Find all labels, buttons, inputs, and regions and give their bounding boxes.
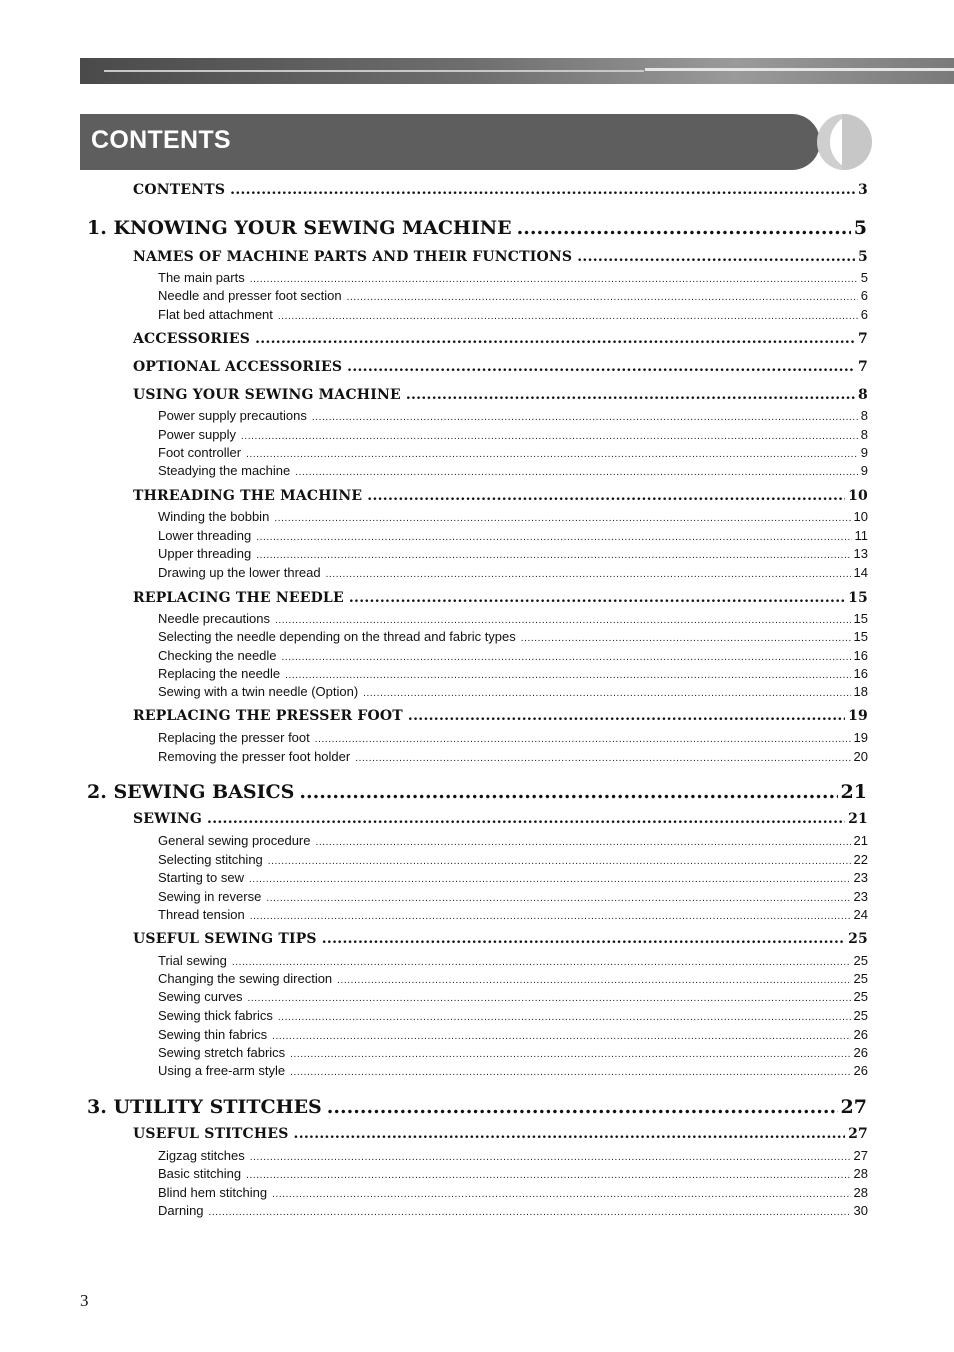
dot-leader (272, 1189, 850, 1200)
toc-entry-title: The main parts (158, 270, 245, 285)
toc-entry-title: Sewing thin fabrics (158, 1027, 268, 1042)
toc-item-entry[interactable] (158, 270, 868, 285)
toc-entry-title: Power supply (158, 427, 237, 442)
dot-leader (517, 217, 851, 239)
toc-item-entry[interactable] (158, 749, 868, 764)
toc-entry-title: Thread tension (158, 907, 245, 922)
toc-entry-page: 18 (853, 684, 868, 699)
toc-entry-page: 10 (848, 488, 868, 504)
toc-item-entry[interactable] (158, 730, 868, 745)
toc-entry-title: NAMES OF MACHINE PARTS AND THEIR FUNCTIONS (133, 249, 573, 265)
toc-entry-title: 1. KNOWING YOUR SEWING MACHINE (87, 217, 512, 239)
toc-item-entry[interactable] (158, 1148, 868, 1163)
toc-entry-title: REPLACING THE PRESSER FOOT (133, 708, 403, 724)
toc-item-entry[interactable] (158, 666, 868, 681)
toc-entry-title: 3. UTILITY STITCHES (87, 1096, 322, 1118)
toc-entry-title: USEFUL STITCHES (133, 1126, 289, 1142)
toc-item-entry[interactable] (158, 445, 868, 460)
toc-entry-title: SEWING (133, 811, 203, 827)
toc-item-entry[interactable] (158, 889, 868, 904)
toc-item-entry[interactable] (158, 989, 868, 1004)
toc-entry-page: 9 (860, 463, 868, 478)
toc-entry-page: 21 (848, 811, 868, 827)
toc-entry-page: 25 (853, 971, 868, 986)
toc-entry-page: 19 (853, 730, 868, 745)
toc-entry-title: Trial sewing (158, 953, 227, 968)
toc-entry-title: Blind hem stitching (158, 1185, 268, 1200)
toc-entry-title: Checking the needle (158, 648, 277, 663)
toc-item-entry[interactable] (158, 870, 868, 885)
toc-entry-title: Upper threading (158, 546, 252, 561)
toc-entry-page: 7 (858, 359, 868, 375)
toc-entry-title: Replacing the needle (158, 666, 281, 681)
toc-entry-title: Starting to sew (158, 870, 244, 885)
toc-item-entry[interactable] (158, 648, 868, 663)
dot-leader (290, 1067, 850, 1078)
toc-entry-title: USING YOUR SEWING MACHINE (133, 387, 401, 403)
toc-item-entry[interactable] (158, 907, 868, 922)
dot-leader (230, 182, 855, 198)
toc-item-entry[interactable] (158, 852, 868, 867)
toc-entry-page: 28 (853, 1185, 868, 1200)
toc-entry-page: 14 (853, 565, 868, 580)
toc-item-entry[interactable] (158, 1203, 868, 1218)
toc-entry-title: Sewing stretch fabrics (158, 1045, 286, 1060)
toc-entry-title: Foot controller (158, 445, 242, 460)
dot-leader (355, 753, 850, 764)
toc-entry-page: 25 (853, 1008, 868, 1023)
toc-item-entry[interactable] (158, 1166, 868, 1181)
dot-leader (256, 550, 850, 561)
toc-section-entry[interactable] (133, 488, 868, 504)
toc-entry-title: Power supply precautions (158, 408, 307, 423)
toc-entry-title: CONTENTS (133, 182, 226, 198)
toc-entry-page: 25 (853, 989, 868, 1004)
toc-item-entry[interactable] (158, 1063, 868, 1078)
toc-entry-page: 8 (860, 427, 868, 442)
dot-leader (326, 569, 851, 580)
toc-entry-page: 21 (840, 781, 867, 803)
dot-leader (255, 331, 855, 347)
toc-entry-title: Flat bed attachment (158, 307, 273, 322)
dot-leader (337, 975, 850, 986)
page-title: CONTENTS (91, 126, 231, 154)
toc-chapter-entry[interactable] (87, 1096, 867, 1118)
toc-entry-title: Needle and presser foot section (158, 288, 342, 303)
toc-entry-page: 8 (858, 387, 868, 403)
toc-item-entry[interactable] (158, 408, 868, 423)
toc-entry-title: Sewing curves (158, 989, 243, 1004)
toc-item-entry[interactable] (158, 427, 868, 442)
toc-entry-title: Sewing in reverse (158, 889, 262, 904)
toc-item-entry[interactable] (158, 1185, 868, 1200)
contents-banner (80, 114, 820, 170)
toc-entry-title: Basic stitching (158, 1166, 242, 1181)
dot-leader (275, 615, 851, 626)
toc-entry-page: 30 (853, 1203, 868, 1218)
toc-entry-page: 15 (848, 590, 868, 606)
toc-entry-page: 9 (860, 445, 868, 460)
toc-section-entry[interactable] (133, 249, 868, 265)
toc-item-entry[interactable] (158, 1008, 868, 1023)
dot-leader (256, 532, 851, 543)
dot-leader (315, 734, 851, 745)
header-decorative-bar (80, 58, 954, 84)
toc-item-entry[interactable] (158, 953, 868, 968)
toc-entry-page: 16 (853, 648, 868, 663)
toc-entry-page: 5 (858, 249, 868, 265)
dot-leader (241, 431, 858, 442)
dot-leader (521, 633, 851, 644)
toc-entry-page: 15 (853, 611, 868, 626)
toc-entry-title: Needle precautions (158, 611, 271, 626)
toc-entry-title: Selecting stitching (158, 852, 263, 867)
toc-entry-page: 10 (853, 509, 868, 524)
toc-entry-page: 6 (860, 288, 868, 303)
toc-entry-title: Sewing thick fabrics (158, 1008, 273, 1023)
toc-entry-title: Darning (158, 1203, 204, 1218)
toc-entry-title: Sewing with a twin needle (Option) (158, 684, 359, 699)
toc-entry-page: 11 (854, 528, 868, 543)
toc-item-entry[interactable] (158, 463, 868, 478)
toc-entry-page: 27 (848, 1126, 868, 1142)
toc-entry-title: 2. SEWING BASICS (87, 781, 295, 803)
dot-leader (290, 1049, 850, 1060)
toc-entry-page: 25 (848, 931, 868, 947)
dot-leader (232, 957, 851, 968)
dot-leader (577, 249, 855, 265)
dot-leader (322, 931, 845, 947)
toc-item-entry[interactable] (158, 307, 868, 322)
toc-entry-page: 8 (860, 408, 868, 423)
dot-leader (299, 781, 837, 803)
toc-entry-page: 26 (853, 1045, 868, 1060)
toc-chapter-entry[interactable] (87, 217, 867, 239)
header-bar-line (104, 70, 644, 72)
dot-leader (209, 1207, 851, 1218)
toc-entry-page: 23 (853, 889, 868, 904)
dot-leader (282, 652, 851, 663)
toc-entry-title: THREADING THE MACHINE (133, 488, 363, 504)
toc-entry-title: Zigzag stitches (158, 1148, 245, 1163)
dot-leader (274, 513, 850, 524)
dot-leader (367, 488, 845, 504)
toc-chapter-entry[interactable] (87, 781, 867, 803)
toc-section-entry[interactable] (133, 359, 868, 375)
toc-entry-title: General sewing procedure (158, 833, 311, 848)
toc-item-entry[interactable] (158, 509, 868, 524)
dot-leader (347, 292, 858, 303)
dot-leader (266, 893, 850, 904)
dot-leader (327, 1096, 838, 1118)
toc-section-entry[interactable] (133, 182, 868, 198)
dot-leader (246, 1170, 850, 1181)
toc-entry-title: ACCESSORIES (133, 331, 251, 347)
toc-item-entry[interactable] (158, 629, 868, 644)
toc-entry-page: 15 (853, 629, 868, 644)
toc-entry-title: USEFUL SEWING TIPS (133, 931, 317, 947)
dot-leader (268, 856, 851, 867)
dot-leader (278, 311, 858, 322)
toc-entry-page: 21 (853, 833, 868, 848)
toc-entry-title: Lower threading (158, 528, 252, 543)
toc-entry-title: Changing the sewing direction (158, 971, 333, 986)
dot-leader (285, 670, 850, 681)
dot-leader (315, 837, 850, 848)
toc-entry-page: 23 (853, 870, 868, 885)
page-number: 3 (80, 1291, 89, 1310)
toc-entry-page: 5 (860, 270, 868, 285)
toc-item-entry[interactable] (158, 971, 868, 986)
dot-leader (363, 688, 850, 699)
toc-item-entry[interactable] (158, 565, 868, 580)
toc-item-entry[interactable] (158, 611, 868, 626)
dot-leader (295, 467, 858, 478)
toc-item-entry[interactable] (158, 288, 868, 303)
toc-entry-title: Steadying the machine (158, 463, 291, 478)
toc-entry-page: 28 (853, 1166, 868, 1181)
dot-leader (294, 1126, 846, 1142)
toc-section-entry[interactable] (133, 708, 868, 724)
toc-entry-page: 26 (853, 1027, 868, 1042)
dot-leader (250, 911, 851, 922)
toc-section-entry[interactable] (133, 590, 868, 606)
toc-entry-title: Drawing up the lower thread (158, 565, 321, 580)
dot-leader (312, 412, 858, 423)
toc-entry-title: Using a free-arm style (158, 1063, 286, 1078)
dot-leader (349, 590, 845, 606)
toc-entry-title: Removing the presser foot holder (158, 749, 351, 764)
dot-leader (248, 993, 851, 1004)
dot-leader (406, 387, 855, 403)
toc-entry-page: 20 (853, 749, 868, 764)
toc-entry-page: 13 (853, 546, 868, 561)
dot-leader (207, 811, 845, 827)
toc-item-entry[interactable] (158, 546, 868, 561)
toc-entry-page: 24 (853, 907, 868, 922)
toc-entry-title: Selecting the needle depending on the thread and fabric types (158, 629, 516, 644)
toc-section-entry[interactable] (133, 1126, 868, 1142)
toc-entry-title: REPLACING THE NEEDLE (133, 590, 344, 606)
toc-entry-page: 16 (853, 666, 868, 681)
toc-entry-page: 25 (853, 953, 868, 968)
toc-entry-page: 27 (840, 1096, 867, 1118)
toc-entry-page: 26 (853, 1063, 868, 1078)
toc-entry-title: Winding the bobbin (158, 509, 270, 524)
toc-entry-page: 3 (858, 182, 868, 198)
dot-leader (250, 274, 858, 285)
dot-leader (246, 449, 858, 460)
toc-entry-page: 6 (860, 307, 868, 322)
toc-entry-page: 27 (853, 1148, 868, 1163)
toc-item-entry[interactable] (158, 528, 868, 543)
toc-item-entry[interactable] (158, 833, 868, 848)
toc-entry-title: Replacing the presser foot (158, 730, 310, 745)
header-bar-line (645, 68, 954, 71)
toc-section-entry[interactable] (133, 931, 868, 947)
toc-entry-page: 19 (848, 708, 868, 724)
toc-entry-page: 22 (853, 852, 868, 867)
toc-item-entry[interactable] (158, 684, 868, 699)
toc-item-entry[interactable] (158, 1045, 868, 1060)
dot-leader (278, 1012, 851, 1023)
toc-entry-page: 7 (858, 331, 868, 347)
toc-entry-page: 5 (853, 217, 867, 239)
toc-section-entry[interactable] (133, 331, 868, 347)
dot-leader (408, 708, 845, 724)
dot-leader (347, 359, 855, 375)
toc-section-entry[interactable] (133, 387, 868, 403)
dot-leader (250, 1152, 851, 1163)
toc-entry-title: OPTIONAL ACCESSORIES (133, 359, 343, 375)
dot-leader (272, 1031, 850, 1042)
toc-item-entry[interactable] (158, 1027, 868, 1042)
toc-section-entry[interactable] (133, 811, 868, 827)
dot-leader (249, 874, 851, 885)
